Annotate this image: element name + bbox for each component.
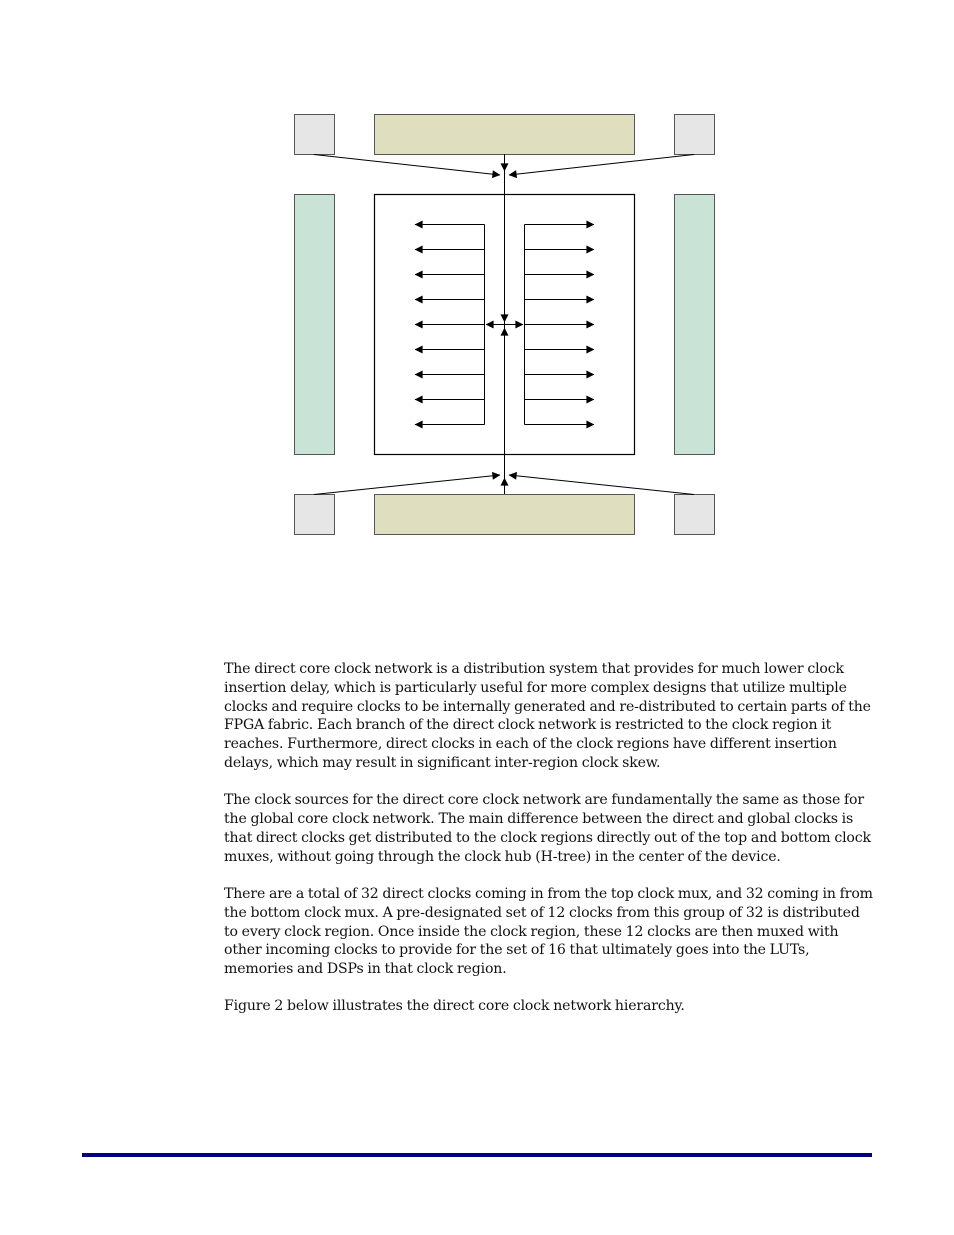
top-right-feed-line [509, 155, 694, 176]
bottom-clock-mux-box [375, 495, 635, 535]
bottom-left-feed-line [314, 475, 500, 495]
clock-network-diagram [0, 0, 954, 560]
body-text [224, 660, 874, 1035]
bottom-right-feed-line [509, 475, 694, 495]
corner-box-top-right [675, 115, 715, 155]
paragraph-2: The clock sources for the direct core clock network are fundamentally the same as those for the global core clock network. The main difference between the direct and global clocks is that direct clocks get distributed to the clock regions directly out of the top and bottom clock muxes, without going through the clock hub (H-tree) in the center of the device. [224, 792, 871, 865]
paragraph-3: There are a total of 32 direct clocks coming in from the top clock mux, and 32 coming in from the bottom clock mux. A pre-designated set of 12 clocks from this group of 32 is distributed to every clock region. Once inside the clock region, these 12 clocks are then muxed with other incoming clocks to provide for the set of 16 that ultimately goes into the LUTs, memories and DSPs in that clock region. [224, 885, 873, 978]
paragraph-1: The direct core clock network is a distribution system that provides for much lower clock insertion delay, which is particularly useful for more complex designs that utilize multiple clocks and require clocks to be internally generated and re-distributed to certain parts of the FPGA fabric. Each branch of the direct clock network is restricted to the clock region it reaches. Furthermore, direct clocks in each of the clock regions have different insertion delays, which may result in significant inter-region clock skew. [224, 661, 871, 771]
right-side-box [675, 195, 715, 455]
paragraph-4: Figure 2 below illustrates the direct core clock network hierarchy. [224, 998, 685, 1015]
top-clock-mux-box [375, 115, 635, 155]
corner-box-bottom-right [675, 495, 715, 535]
top-left-feed-line [314, 155, 500, 176]
corner-box-top-left [295, 115, 335, 155]
footer-rule [82, 1153, 872, 1157]
left-side-box [295, 195, 335, 455]
corner-box-bottom-left [295, 495, 335, 535]
